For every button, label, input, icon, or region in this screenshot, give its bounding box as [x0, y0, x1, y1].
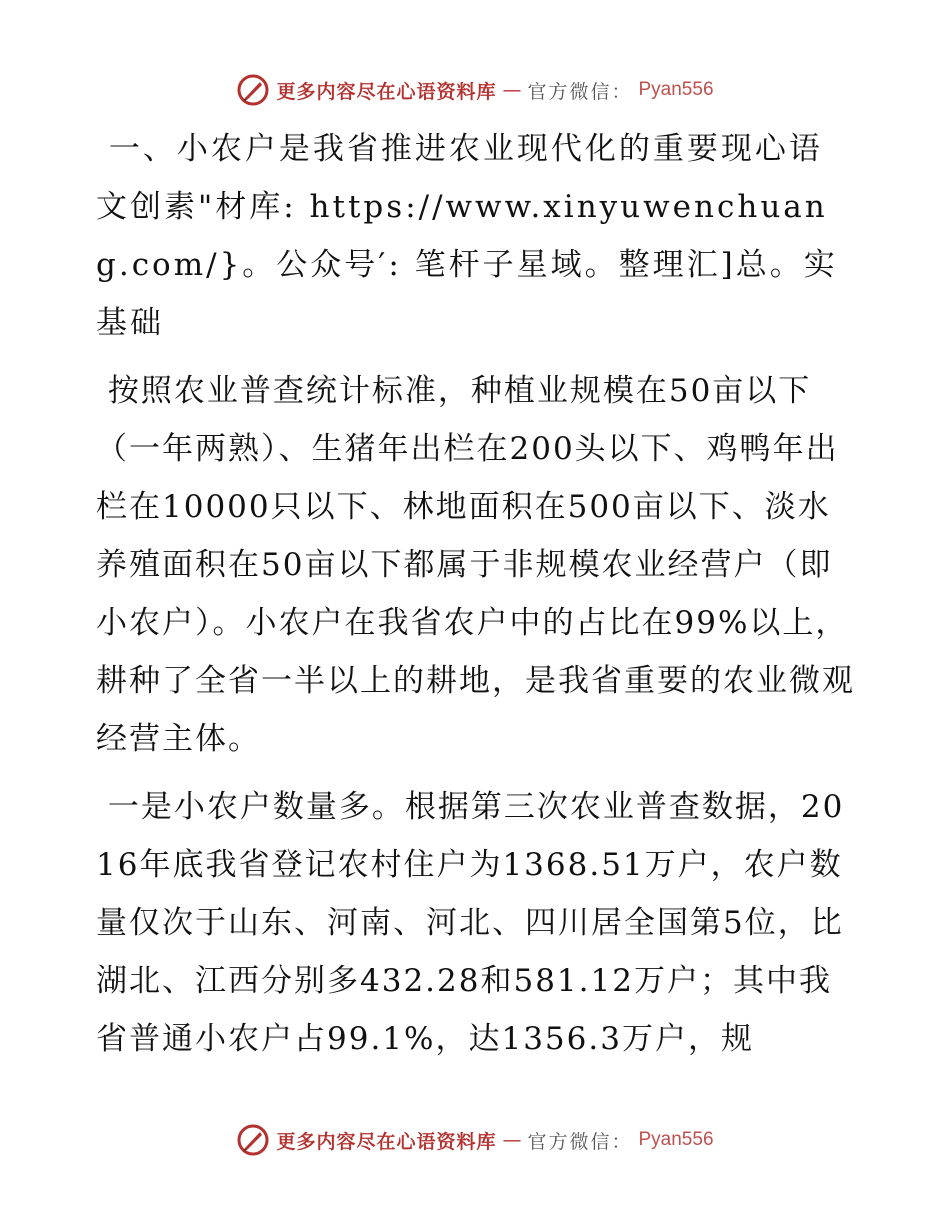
- banner-separator: —: [502, 1129, 522, 1151]
- banner-account-id: Pyan556: [638, 79, 714, 100]
- paragraph-quantity: 一是小农户数量多。根据第三次农业普查数据，2016年底我省登记农村住户为1368.51万户，农户数量仅次于山东、河南、河北、四川居全国第5位，比湖北、江西分别多432.28和581.12万户；其中我省普通小农户占99.1%，达1356.3万户，规: [96, 789, 845, 1057]
- banner-account-id: Pyan556: [638, 1129, 714, 1150]
- banner-official-label: 官方微信：: [527, 80, 633, 103]
- header-banner: [0, 70, 950, 110]
- quill-logo-icon: [236, 73, 270, 107]
- footer-banner: [0, 1120, 950, 1160]
- banner-official-label: 官方微信：: [527, 1130, 633, 1153]
- quill-logo-icon: [236, 1123, 270, 1157]
- paragraph-definition: 按照农业普查统计标准，种植业规模在50亩以下（一年两熟）、生猪年出栏在200头以下、鸡鸭年出栏在10000只以下、林地面积在500亩以下、淡水养殖面积在50亩以下都属于非规模农业经营户（即小农户）。小农户在我省农户中的占比在99%以上，耕种了全省一半以上的耕地，是我省重要的农业微观经营主体。: [96, 373, 855, 757]
- section-heading: 一、小农户是我省推进农业现代化的重要现心语文创素"材库: https://www.xinyuwenchuang.com/}。公众号′: 笔杆子星域。整理汇]总。实基础: [96, 131, 838, 341]
- document-body: [96, 120, 856, 1068]
- banner-brand-text: 更多内容尽在心语资料库: [276, 80, 497, 103]
- banner-separator: —: [502, 79, 522, 101]
- banner-brand-text: 更多内容尽在心语资料库: [276, 1130, 497, 1153]
